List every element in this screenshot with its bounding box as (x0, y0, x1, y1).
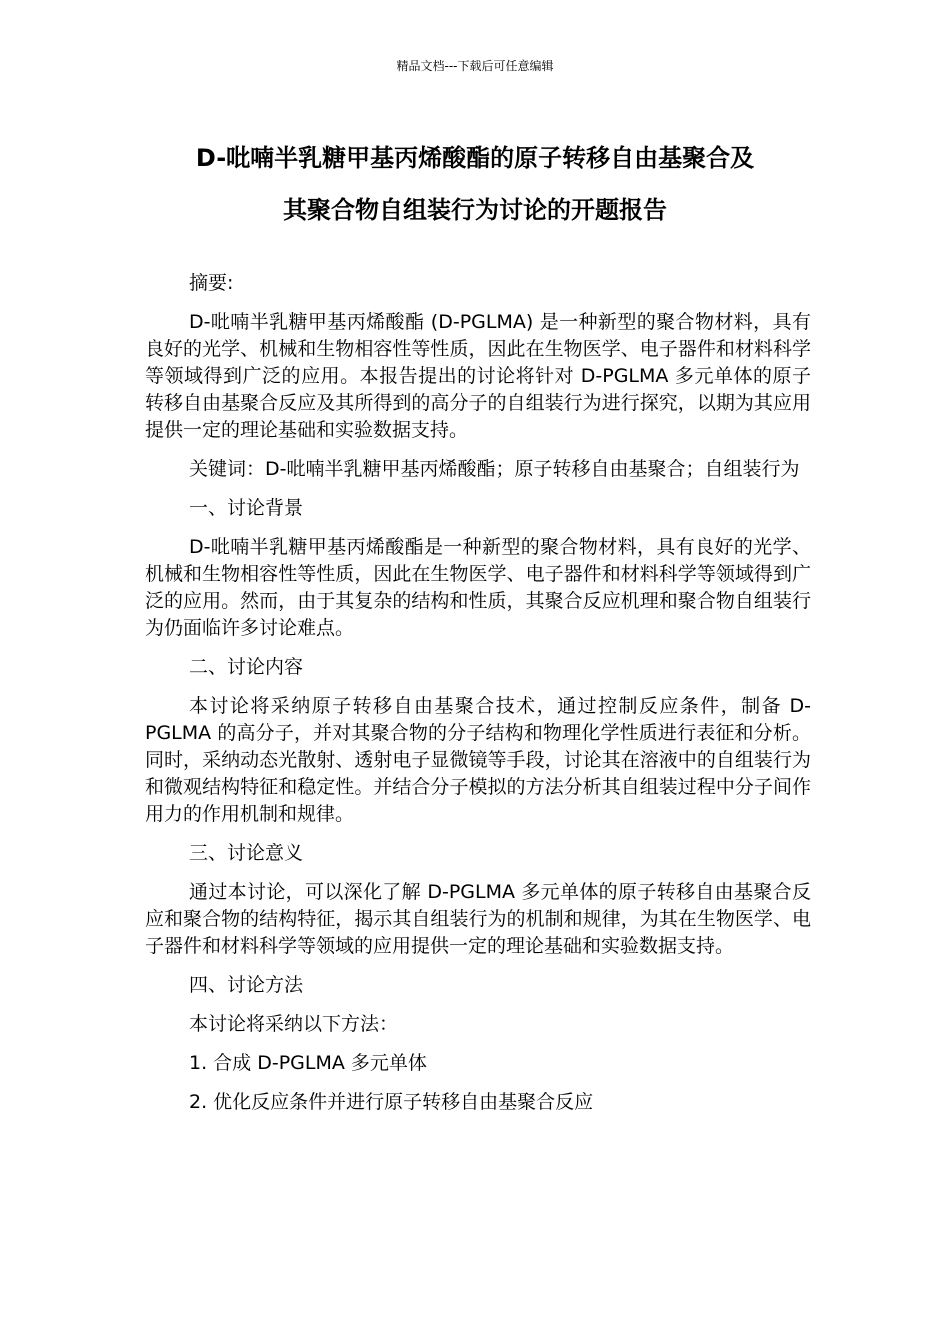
keywords-paragraph: 关键词：D-吡喃半乳糖甲基丙烯酸酯；原子转移自由基聚合；自组装行为 (189, 458, 800, 480)
title-line-1: D-吡喃半乳糖甲基丙烯酸酯的原子转移自由基聚合及 (195, 144, 755, 172)
section-heading-significance: 三、讨论意义 (189, 842, 304, 864)
document-title (120, 132, 830, 236)
method-item-2: 2. 优化反应条件并进行原子转移自由基聚合反应 (189, 1091, 594, 1113)
section-heading-methods: 四、讨论方法 (189, 974, 304, 996)
section-heading-content: 二、讨论内容 (189, 656, 304, 678)
abstract-label: 摘要: (189, 272, 234, 294)
title-line-2: 其聚合物自组装行为讨论的开题报告 (283, 196, 667, 224)
significance-paragraph: 通过本讨论，可以深化了解 D-PGLMA 多元单体的原子转移自由基聚合反应和聚合物的结构特征，揭示其自组装行为的机制和规律，为其在生物医学、电子器件和材料科学等领域的应用提供一定的理论基础和实验数据支持。 (145, 881, 811, 957)
content-paragraph: 本讨论将采纳原子转移自由基聚合技术，通过控制反应条件，制备 D-PGLMA 的高分子，并对其聚合物的分子结构和物理化学性质进行表征和分析。同时，采纳动态光散射、透射电子显微镜等手段，讨论其在溶液中的自组装行为和微观结构特征和稳定性。并结合分子模拟的方法分析其自组装过程中分子间作用力的作用机制和规律。 (145, 695, 811, 825)
abstract-paragraph: D-吡喃半乳糖甲基丙烯酸酯 (D-PGLMA) 是一种新型的聚合物材料，具有良好的光学、机械和生物相容性等性质，因此在生物医学、电子器件和材料科学等领域得到广泛的应用。本报告提出的讨论将针对 D-PGLMA 多元单体的原子转移自由基聚合反应及其所得到的高分子的自组装行为进行探究，以期为其应用提供一定的理论基础和实验数据支持。 (145, 311, 811, 441)
method-item-1: 1. 合成 D-PGLMA 多元单体 (189, 1052, 427, 1074)
document-body (145, 270, 811, 1128)
page-header: 精品文档---下载后可任意编辑 (396, 59, 554, 73)
background-paragraph: D-吡喃半乳糖甲基丙烯酸酯是一种新型的聚合物材料，具有良好的光学、机械和生物相容性等性质，因此在生物医学、电子器件和材料科学等领域得到广泛的应用。然而，由于其复杂的结构和性质，其聚合反应机理和聚合物自组装行为仍面临许多讨论难点。 (145, 536, 811, 639)
methods-intro: 本讨论将采纳以下方法： (189, 1013, 399, 1035)
section-heading-background: 一、讨论背景 (189, 497, 304, 519)
